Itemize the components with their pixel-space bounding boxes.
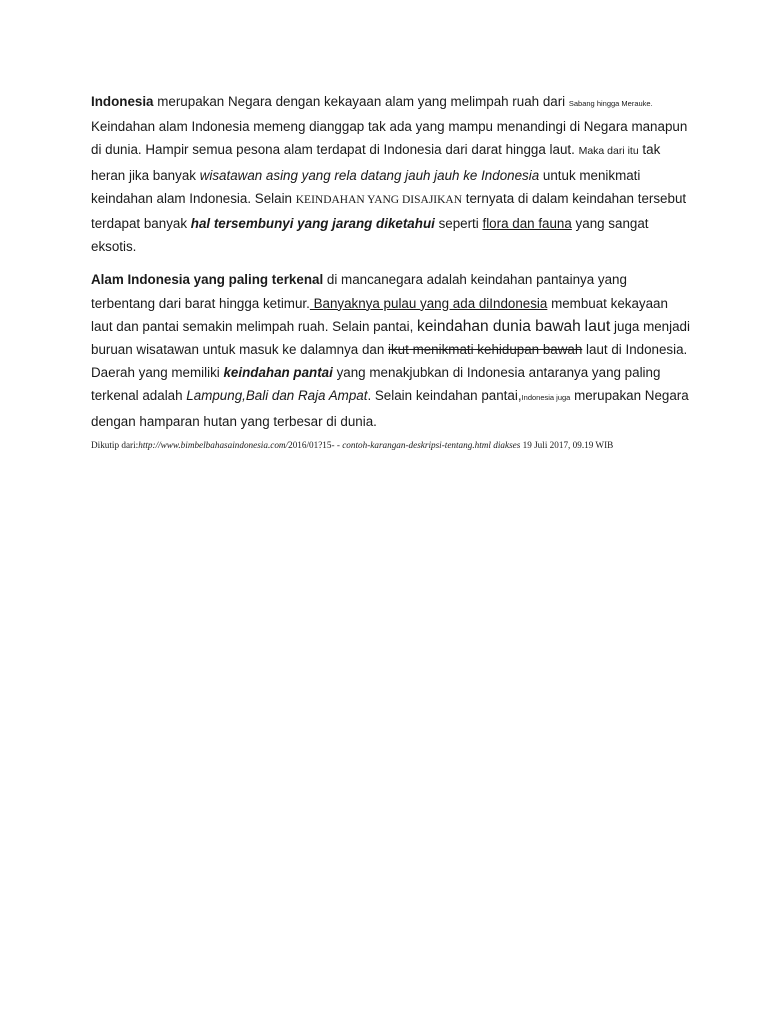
paragraph-beaches [91, 268, 691, 432]
citation-url: http://www.bimbelbahasaindonesia.com/ [138, 439, 289, 450]
text-run: di mancanegara adalah keindahan pantainya yang terbentang dari barat hingga ketimur. [91, 272, 627, 311]
citation-path: 2016/01?15- - [288, 439, 343, 450]
text-run: Keindahan alam Indonesia memeng dianggap tak ada yang mampu menandingi di Negara manapun di dunia. Hampir semua pesona alam terdapat di Indonesia dari darat hingga laut. [91, 119, 688, 158]
tiny-text-sabang-merauke: Sabang hingga Merauke. [568, 99, 653, 108]
strikethrough-ikut-menikmati: ikut menikmati kehidupan bawah [388, 342, 583, 358]
text-run: laut di Indonesia. Daerah yang memiliki [91, 342, 688, 381]
small-text-maka-dari-itu: Maka dari itu [578, 145, 639, 158]
large-keindahan-dunia-bawah: keindahan dunia bawah [417, 317, 581, 335]
underlined-banyaknya-pulau: Banyaknya pulau yang ada diIndonesia [309, 295, 548, 311]
large-laut: laut [584, 317, 611, 335]
italic-lampung-bali: Lampung,Bali dan Raja Ampat [186, 388, 368, 404]
text-run: untuk menikmati keindahan alam Indonesia. Selain [91, 167, 641, 206]
text-run: yang menakjubkan di Indonesia antaranya yang paling terkenal adalah [91, 365, 661, 404]
text-run: juga menjadi buruan wisatawan untuk masuk ke dalamnya dan [91, 318, 690, 358]
bold-italic-keindahan-pantai: keindahan pantai [223, 365, 333, 381]
text-run: yang sangat eksotis. [91, 216, 649, 255]
bold-alam-indonesia: Alam Indonesia yang paling terkenal [91, 272, 324, 288]
document-body [91, 90, 691, 461]
text-run: . Selain keindahan pantai, [367, 388, 522, 404]
text-run: membuat kekayaan laut dan pantai semakin melimpah ruah. Selain pantai, [91, 295, 668, 334]
italic-wisatawan-asing: wisatawan asing yang rela datang jauh jauh ke Indonesia [199, 167, 540, 183]
text-run: tak heran jika banyak [91, 142, 661, 183]
tiny-text-indonesia-juga: Indonesia juga [521, 393, 571, 403]
text-run: merupakan Negara dengan hamparan hutan yang terbesar di dunia. [91, 388, 689, 429]
paragraph-indonesia-nature [91, 90, 691, 258]
text-run: seperti [434, 216, 483, 232]
citation-date: 19 Juli 2017, 09.19 WIB [520, 439, 614, 450]
bold-italic-hal-tersembunyi: hal tersembunyi yang jarang diketahui [190, 216, 435, 232]
bold-indonesia: Indonesia [91, 94, 154, 109]
citation-prefix: Dikutip dari: [91, 439, 139, 450]
citation-source [91, 438, 691, 452]
text-run: merupakan Negara dengan kekayaan alam yang melimpah ruah dari [153, 94, 569, 109]
underlined-flora-fauna: flora dan fauna [482, 216, 572, 232]
text-run: ternyata di dalam keindahan tersebut terdapat banyak [91, 190, 687, 232]
citation-slug: contoh-karangan-deskripsi-tentang.html diakses [342, 439, 521, 450]
caps-keindahan-disajikan: KEINDAHAN YANG DISAJIKAN [295, 193, 463, 206]
